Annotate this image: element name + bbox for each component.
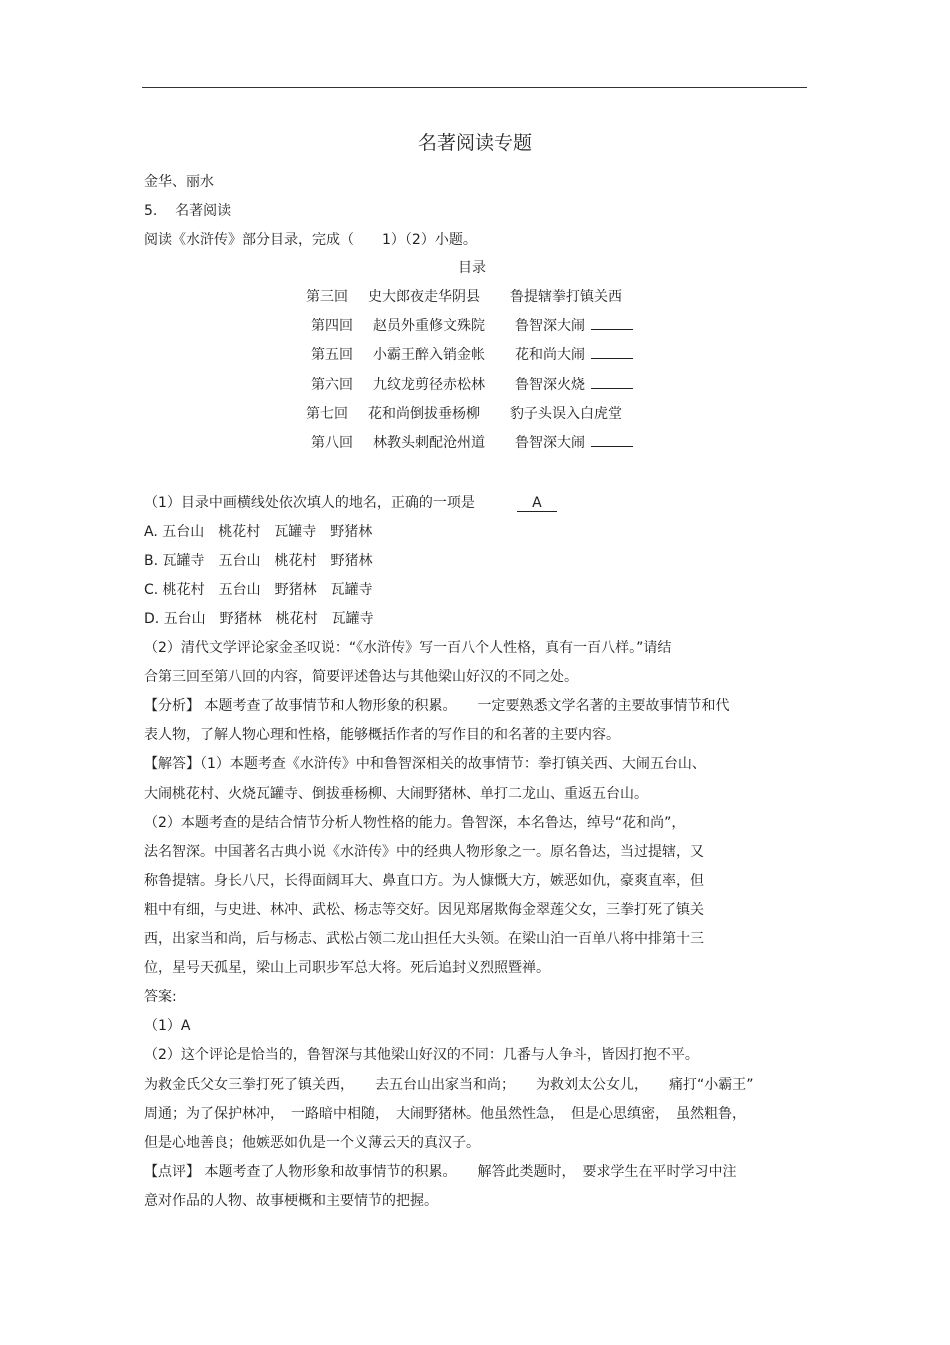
header-rule bbox=[142, 87, 807, 88]
toc-chapter-number: 第六回 bbox=[311, 376, 353, 393]
toc-chapter-number: 第五回 bbox=[311, 347, 353, 364]
text-line: 表人物，了解人物心理和性格，能够概括作者的写作目的和名著的主要内容。 bbox=[144, 727, 620, 744]
toc-row bbox=[306, 403, 622, 423]
text-line: 粗中有细，与史进、林冲、武松、杨志等交好。因见郑屠欺侮金翠莲父女，三拳打死了镇关 bbox=[144, 901, 704, 918]
toc-title-first: 林教头刺配沧州道 bbox=[373, 435, 485, 451]
toc-title-second: 鲁智深大闹 bbox=[515, 435, 585, 451]
fill-blank bbox=[591, 434, 633, 447]
option-b: B. 瓦罐寺 五台山 桃花村 野猪林 bbox=[144, 553, 373, 569]
text-line: （2）清代文学评论家金圣叹说：“《水浒传》写一百八个人性格，真有一百八样。”请结 bbox=[144, 640, 672, 656]
text-line: 位，星号天孤星，梁山上司职步军总大将。死后追封义烈照暨禅。 bbox=[144, 960, 550, 977]
text-line: 西，出家当和尚，后与杨志、武松占领二龙山担任大头领。在梁山泊一百单八将中排第十三 bbox=[144, 931, 704, 947]
toc-chapter-number: 第三回 bbox=[306, 289, 348, 305]
question-1 bbox=[144, 492, 557, 512]
toc-title-second: 花和尚大闹 bbox=[515, 347, 585, 364]
question-number: 5. bbox=[144, 203, 158, 219]
answer-blank: A bbox=[517, 495, 557, 512]
option-d: D. 五台山 野猪林 桃花村 瓦罐寺 bbox=[144, 611, 374, 627]
text-line: 周通；为了保护林冲， 一路暗中相随， 大闹野猪林。他虽然性急， 但是心思缜密， 虽然粗鲁， bbox=[144, 1105, 746, 1122]
text-line: 【点评】 本题考查了人物形象和故事情节的积累。 解答此类题时， 要求学生在平时学习中注 bbox=[144, 1163, 737, 1180]
toc-row bbox=[311, 344, 633, 364]
question-topic: 名著阅读 bbox=[175, 203, 232, 219]
toc-row bbox=[311, 374, 633, 394]
toc-chapter-number: 第八回 bbox=[311, 435, 353, 451]
toc-title-second: 豹子头误入白虎堂 bbox=[510, 405, 622, 422]
fill-blank bbox=[591, 346, 633, 359]
page-title: 名著阅读专题 bbox=[417, 132, 532, 154]
region-label: 金华、丽水 bbox=[144, 174, 214, 190]
toc-title-second: 鲁智深大闹 bbox=[515, 318, 585, 335]
text-line: 【分析】 本题考查了故事情节和人物形象的积累。 一定要熟悉文学名著的主要故事情节和代 bbox=[144, 698, 730, 715]
toc-title-first: 赵员外重修文殊院 bbox=[373, 318, 485, 335]
question-1-text: （1）目录中画横线处依次填人的地名，正确的一项是 bbox=[144, 495, 475, 511]
toc-title-second: 鲁智深火烧 bbox=[515, 376, 585, 393]
toc-chapter-number: 第四回 bbox=[311, 318, 353, 335]
text-line: （2）这个评论是恰当的，鲁智深与其他梁山好汉的不同：几番与人争斗，皆因打抱不平。 bbox=[144, 1047, 699, 1064]
toc-row bbox=[311, 315, 633, 335]
text-line: （1）A bbox=[144, 1018, 191, 1035]
text-line: 【解答】（1）本题考查《水浒传》中和鲁智深相关的故事情节：拳打镇关西、大闹五台山、 bbox=[144, 756, 706, 773]
toc-title-first: 小霸王醉入销金帐 bbox=[373, 347, 485, 364]
option-c: C. 桃花村 五台山 野猪林 瓦罐寺 bbox=[144, 582, 373, 598]
fill-blank bbox=[591, 317, 633, 330]
text-line: 合第三回至第八回的内容，简要评述鲁达与其他梁山好汉的不同之处。 bbox=[144, 669, 578, 686]
toc-row bbox=[311, 432, 633, 452]
text-line: 法名智深。中国著名古典小说《水浒传》中的经典人物形象之一。原名鲁达，当过提辖，又 bbox=[144, 843, 704, 860]
fill-blank bbox=[591, 376, 633, 389]
text-line: 但是心地善良；他嫉恶如仇是一个义薄云天的真汉子。 bbox=[144, 1134, 480, 1151]
toc-title-second: 鲁提辖拳打镇关西 bbox=[510, 289, 622, 305]
text-line: 称鲁提辖。身长八尺，长得面阔耳大、鼻直口方。为人慷慨大方，嫉恶如仇，豪爽直率，但 bbox=[144, 872, 704, 889]
toc-heading: 目录 bbox=[458, 260, 486, 276]
toc-title-first: 史大郎夜走华阴县 bbox=[368, 289, 480, 305]
text-line: 为救金氏父女三拳打死了镇关西， 去五台山出家当和尚； 为救刘太公女儿， 痛打“小霸王” bbox=[144, 1076, 754, 1093]
option-a: A. 五台山 桃花村 瓦罐寺 野猪林 bbox=[144, 524, 373, 540]
question-header bbox=[144, 200, 231, 220]
toc-chapter-number: 第七回 bbox=[306, 405, 348, 422]
instruction: 阅读《水浒传》部分目录，完成（ 1）（2）小题。 bbox=[144, 232, 477, 248]
text-line: （2）本题考查的是结合情节分析人物性格的能力。鲁智深，本名鲁达，绰号“花和尚”， bbox=[144, 814, 686, 831]
toc-row bbox=[306, 286, 622, 306]
toc-title-first: 花和尚倒拔垂杨柳 bbox=[368, 405, 480, 422]
text-line: 意对作品的人物、故事梗概和主要情节的把握。 bbox=[144, 1192, 438, 1209]
text-line: 大闹桃花村、火烧瓦罐寺、倒拔垂杨柳、大闹野猪林、单打二龙山、重返五台山。 bbox=[144, 785, 648, 802]
toc-title-first: 九纹龙剪径赤松林 bbox=[373, 376, 485, 393]
text-line: 答案: bbox=[144, 989, 177, 1006]
